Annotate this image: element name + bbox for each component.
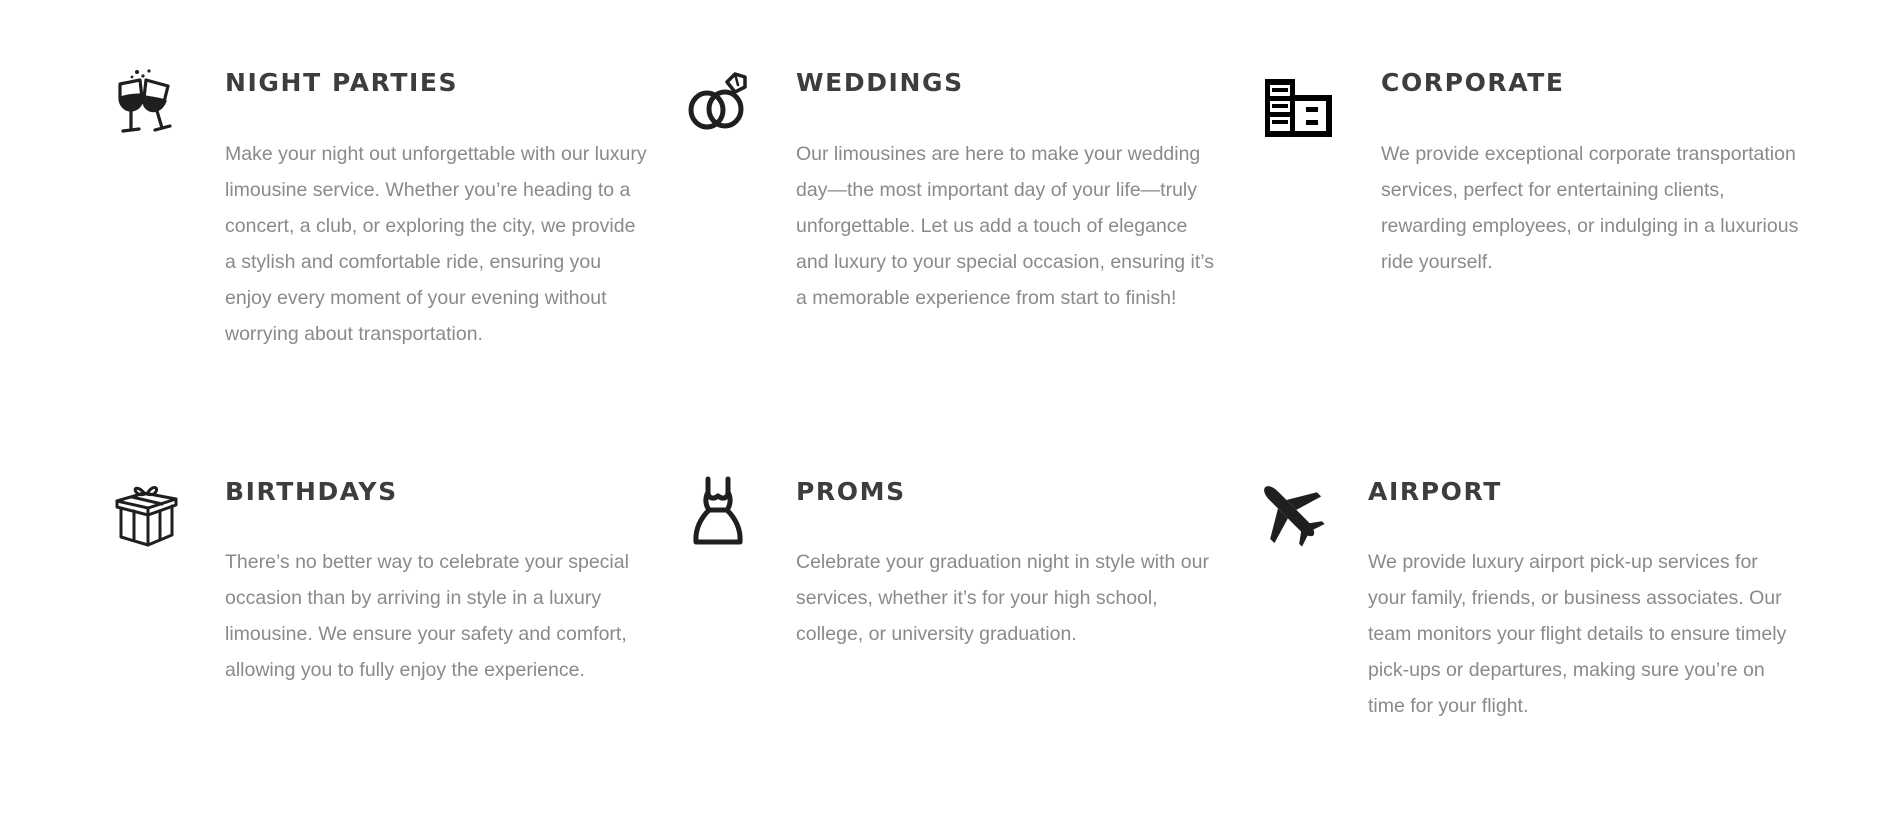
service-title: CORPORATE (1381, 68, 1565, 97)
service-title: AIRPORT (1368, 477, 1502, 506)
office-building-icon (1262, 68, 1332, 138)
dress-icon (683, 477, 753, 547)
service-description: Celebrate your graduation night in style with our services, whether it’s for your high school, college, or university graduation. (796, 551, 1209, 645)
airplane-icon (1255, 477, 1325, 547)
service-description: Make your night out unforgettable with our luxury limousine service. Whether you’re heading to a concert, a club, or exploring the city, we provide a stylish and comfortable ride, ensuring you enjoy every moment of your evening without worrying about transportation. (225, 143, 647, 345)
service-description: We provide exceptional corporate transportation services, perfect for entertaining clients, rewarding employees, or indulging in a luxurious ride yourself. (1381, 143, 1799, 273)
service-title: NIGHT PARTIES (225, 68, 459, 97)
service-title: BIRTHDAYS (225, 477, 398, 506)
service-description: Our limousines are here to make your wedding day—the most important day of your life—truly unforgettable. Let us add a touch of elegance and luxury to your special occasion, ensuring it’s a memorable experience from start to finish! (796, 143, 1215, 309)
service-title: WEDDINGS (796, 68, 964, 97)
wedding-rings-icon (683, 68, 753, 138)
service-description: We provide luxury airport pick-up services for your family, friends, or business associates. Our team monitors your flight details to ensure timely pick-ups or departures, making sure you’re on time for your flight. (1368, 551, 1787, 717)
service-description: There’s no better way to celebrate your special occasion than by arriving in style in a luxury limousine. We ensure your safety and comfort, allowing you to fully enjoy the experience. (225, 551, 629, 681)
gift-box-icon (112, 477, 182, 547)
service-title: PROMS (796, 477, 906, 506)
wine-glasses-toast-icon (112, 68, 182, 138)
